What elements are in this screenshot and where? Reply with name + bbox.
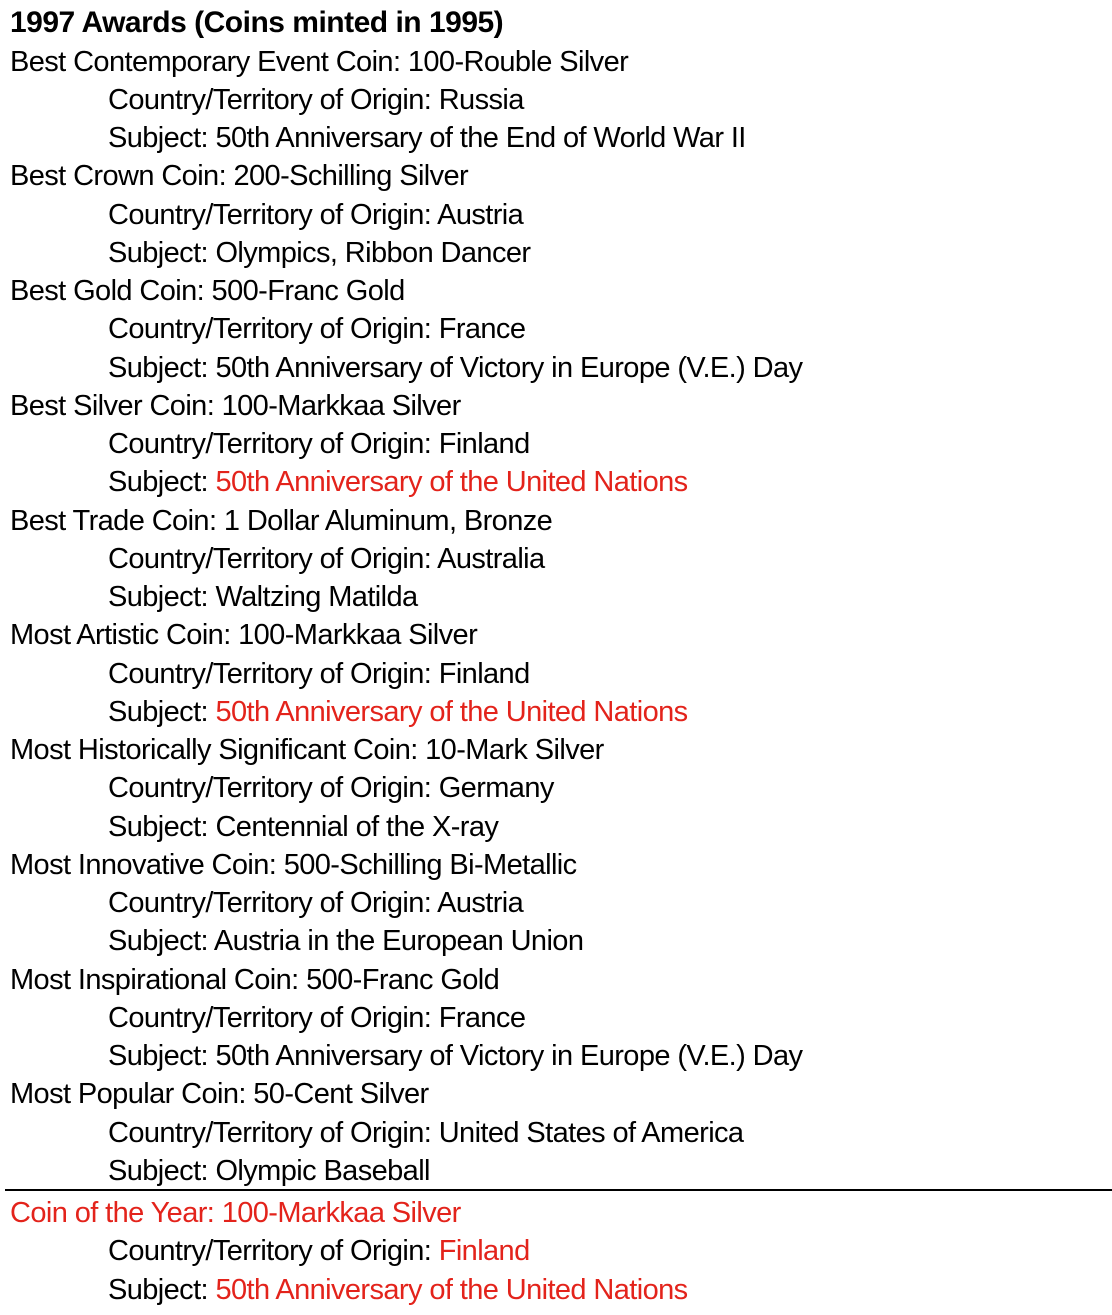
subject-value: Waltzing Matilda (215, 581, 418, 613)
subject-label: Subject: (108, 237, 216, 269)
award-origin (108, 540, 545, 578)
award-origin (108, 999, 525, 1037)
award-subject (108, 119, 746, 157)
subject-label: Subject: (108, 811, 216, 843)
coin-of-the-year-name: Coin of the Year: 100-Markkaa Silver (10, 1197, 461, 1229)
subject-label: Subject: (108, 1040, 216, 1072)
origin-value-highlighted: Finland (438, 1235, 530, 1267)
origin-value: United States of America (438, 1117, 744, 1149)
award-origin (108, 310, 525, 348)
award-name: Most Popular Coin: 50-Cent Silver (10, 1078, 429, 1110)
award-name: Best Silver Coin: 100-Markkaa Silver (10, 390, 461, 422)
award-name: Best Trade Coin: 1 Dollar Aluminum, Bronze (10, 505, 553, 537)
subject-value: Austria in the European Union (213, 925, 584, 957)
origin-label: Country/Territory of Origin: (108, 1235, 439, 1267)
subject-label: Subject: (108, 1155, 216, 1187)
origin-value: Finland (438, 428, 530, 460)
origin-value: France (438, 313, 526, 345)
award-subject (108, 349, 802, 387)
subject-label: Subject: (108, 581, 216, 613)
award-origin (108, 196, 523, 234)
page-title: 1997 Awards (Coins minted in 1995) (10, 6, 504, 39)
origin-value: France (438, 1002, 526, 1034)
subject-value-highlighted: 50th Anniversary of the United Nations (215, 466, 688, 498)
award-origin (108, 81, 524, 119)
subject-value: Olympics, Ribbon Dancer (215, 237, 531, 269)
origin-value: Germany (438, 772, 554, 804)
origin-label: Country/Territory of Origin: (108, 772, 439, 804)
subject-label: Subject: (108, 122, 216, 154)
subject-label: Subject: (108, 352, 216, 384)
origin-value: Austria (437, 887, 524, 919)
award-subject (108, 693, 688, 731)
award-subject (108, 234, 530, 272)
award-subject (108, 1152, 430, 1190)
award-name: Best Gold Coin: 500-Franc Gold (10, 275, 405, 307)
award-name: Most Historically Significant Coin: 10-Mark Silver (10, 734, 604, 766)
origin-label: Country/Territory of Origin: (108, 313, 439, 345)
subject-label: Subject: (108, 696, 216, 728)
award-origin (108, 884, 523, 922)
award-name: Most Inspirational Coin: 500-Franc Gold (10, 964, 500, 996)
origin-label: Country/Territory of Origin: (108, 543, 438, 575)
subject-value: Centennial of the X-ray (215, 811, 499, 843)
coin-of-the-year-origin (108, 1232, 530, 1270)
award-subject (108, 578, 418, 616)
subject-value: 50th Anniversary of Victory in Europe (V.E.) Day (215, 352, 803, 384)
section-divider (5, 1189, 1112, 1191)
award-name: Best Contemporary Event Coin: 100-Rouble Silver (10, 46, 629, 78)
award-subject (108, 922, 583, 960)
origin-label: Country/Territory of Origin: (108, 84, 439, 116)
award-subject (108, 808, 498, 846)
subject-value: 50th Anniversary of the End of World War II (215, 122, 746, 154)
subject-label: Subject: (108, 925, 214, 957)
origin-value: Austria (437, 199, 524, 231)
subject-label: Subject: (108, 466, 216, 498)
award-origin (108, 425, 530, 463)
award-origin (108, 655, 530, 693)
origin-label: Country/Territory of Origin: (108, 428, 439, 460)
award-subject (108, 463, 688, 501)
subject-label: Subject: (108, 1274, 216, 1306)
origin-value: Finland (438, 658, 530, 690)
award-subject (108, 1037, 802, 1075)
origin-label: Country/Territory of Origin: (108, 1002, 439, 1034)
award-name: Most Innovative Coin: 500-Schilling Bi-Metallic (10, 849, 577, 881)
subject-value-highlighted: 50th Anniversary of the United Nations (215, 696, 688, 728)
award-name: Best Crown Coin: 200-Schilling Silver (10, 160, 469, 192)
origin-value: Russia (438, 84, 524, 116)
subject-value: 50th Anniversary of Victory in Europe (V.E.) Day (215, 1040, 803, 1072)
origin-label: Country/Territory of Origin: (108, 199, 438, 231)
coin-of-the-year-subject (108, 1271, 688, 1309)
award-name: Most Artistic Coin: 100-Markkaa Silver (10, 619, 478, 651)
subject-value: Olympic Baseball (215, 1155, 430, 1187)
award-origin (108, 1114, 743, 1152)
origin-label: Country/Territory of Origin: (108, 658, 439, 690)
award-origin (108, 769, 554, 807)
origin-label: Country/Territory of Origin: (108, 1117, 439, 1149)
origin-value: Australia (437, 543, 545, 575)
origin-label: Country/Territory of Origin: (108, 887, 438, 919)
subject-value-highlighted: 50th Anniversary of the United Nations (215, 1274, 688, 1306)
